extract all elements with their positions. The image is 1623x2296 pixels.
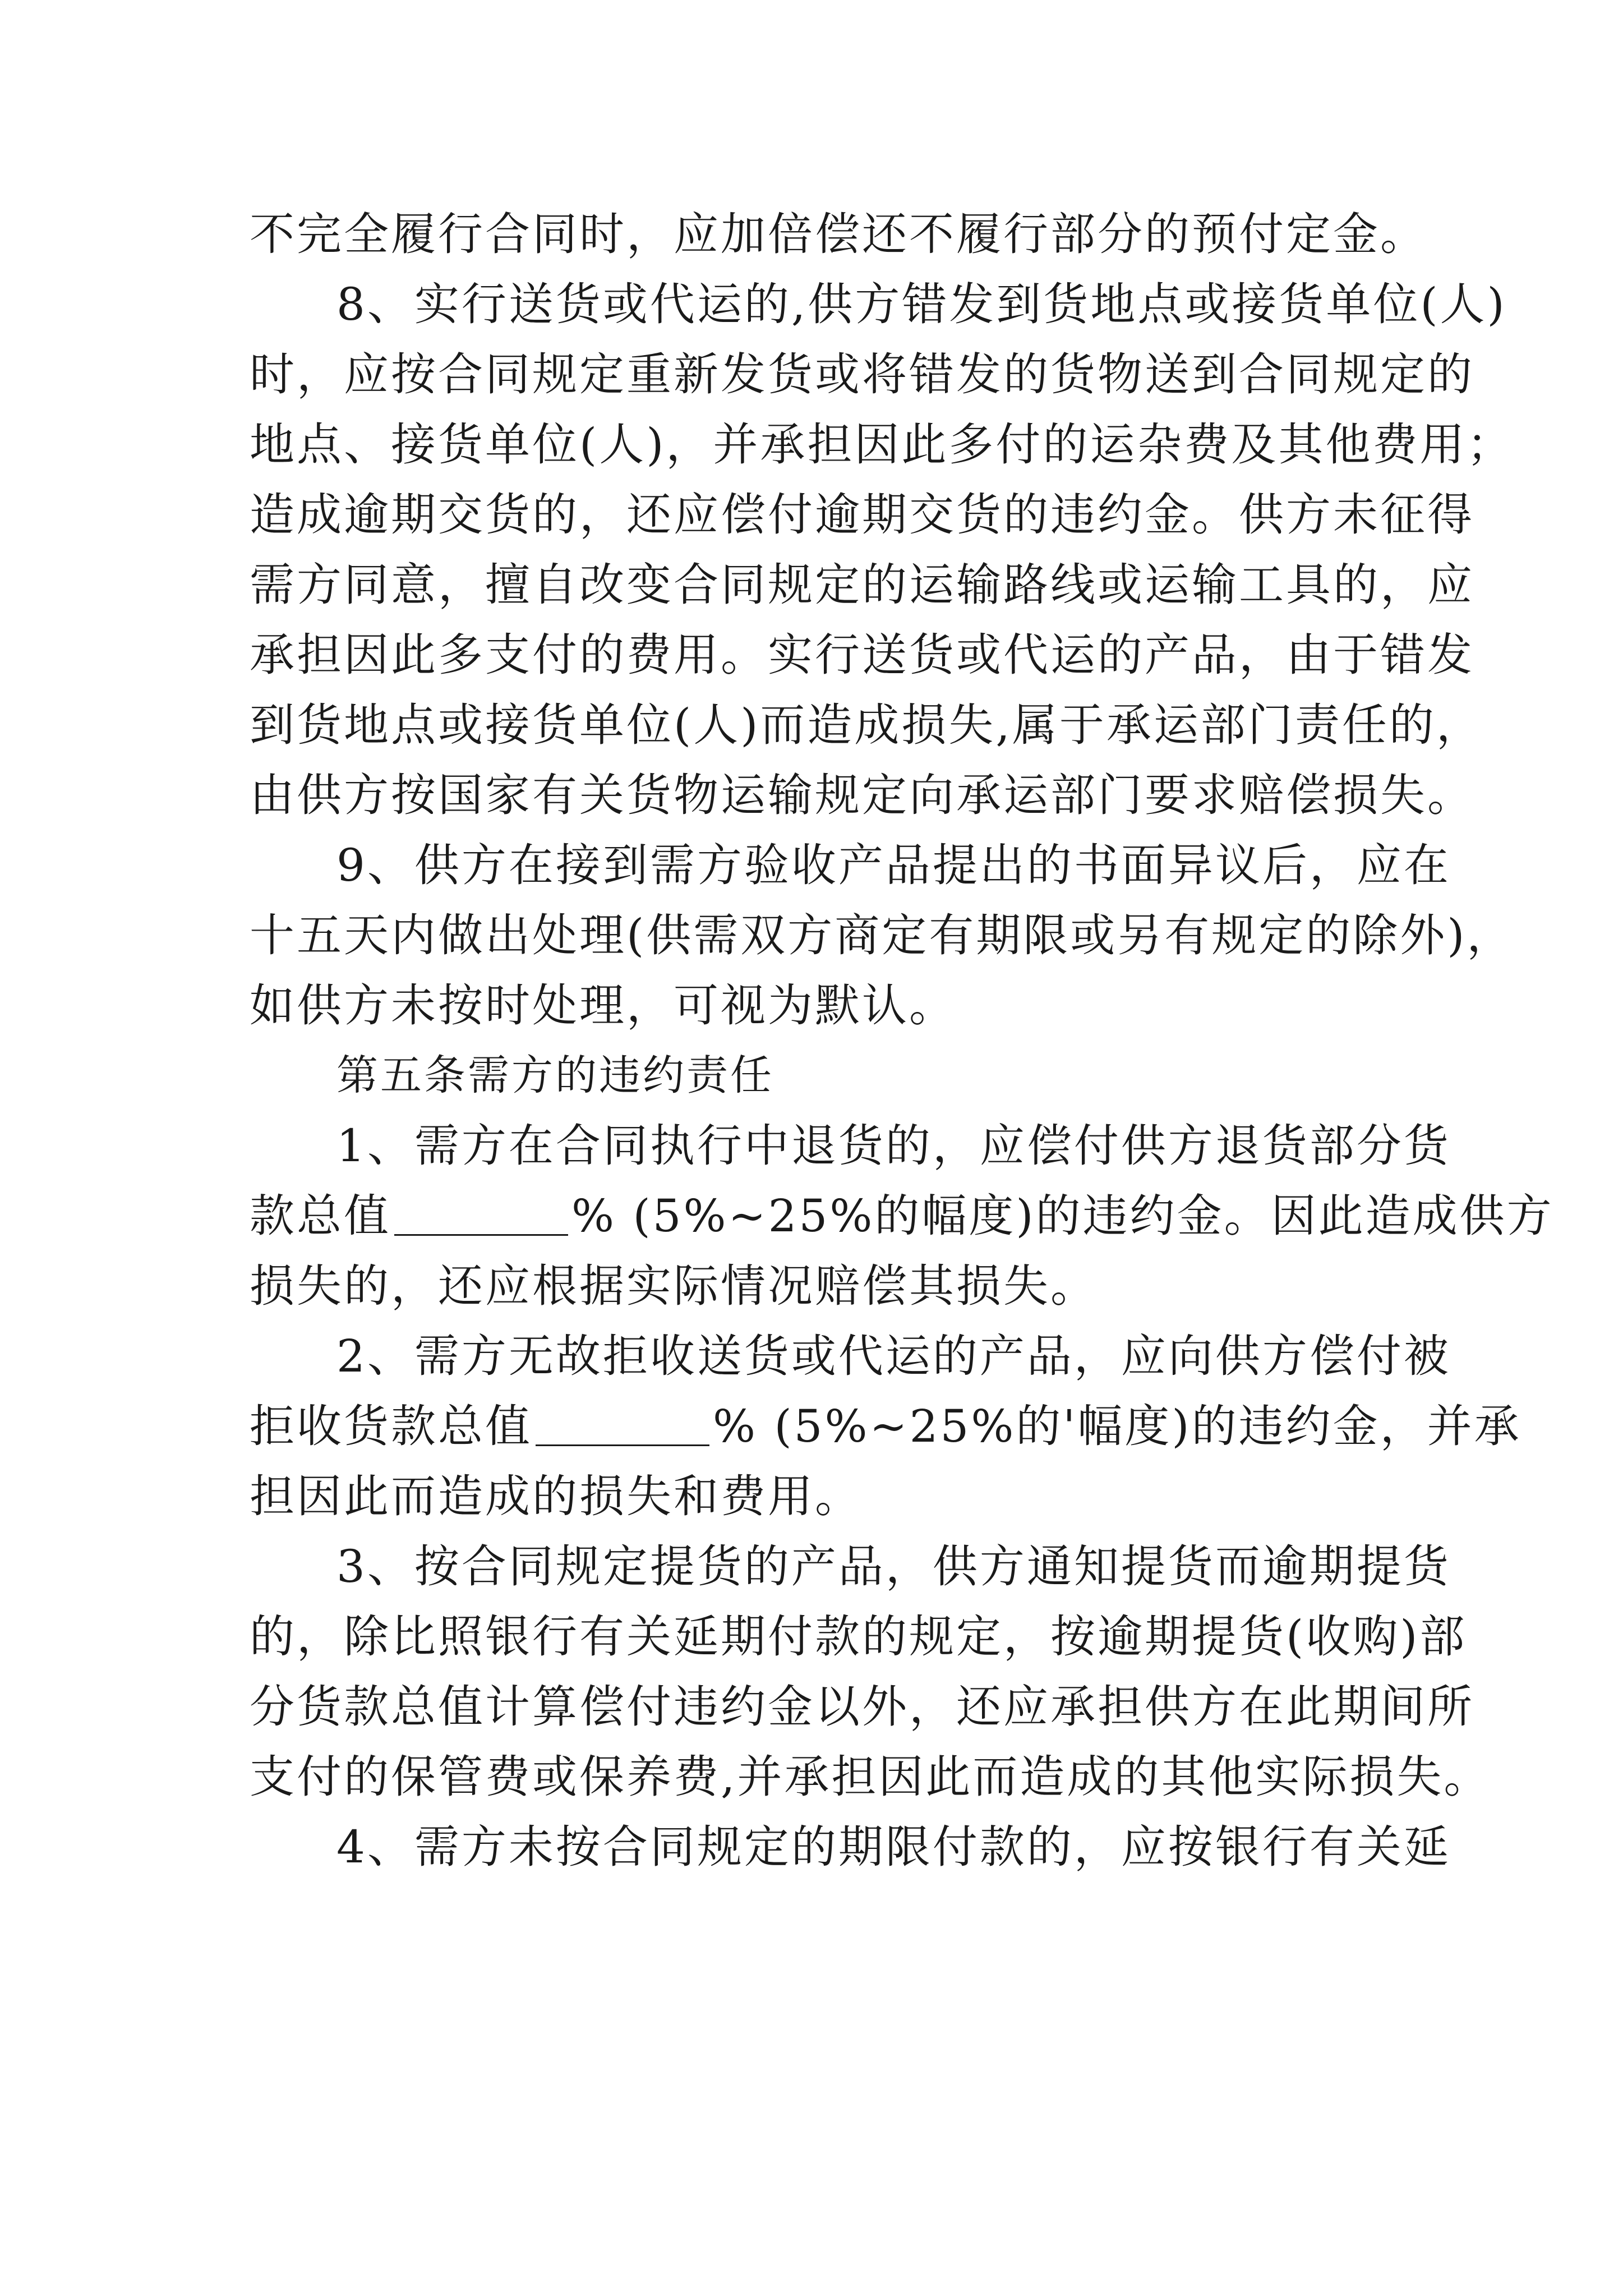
text-line: 承担因此多支付的费用。实行送货或代运的产品，由于错发 (250, 629, 1474, 681)
text-line: 到货地点或接货单位(人)而造成损失,属于承运部门责任的， (250, 699, 1483, 751)
text-line: 损失的，还应根据实际情况赔偿其损失。 (250, 1260, 1098, 1312)
text-line: 的，除比照银行有关延期付款的规定，按逾期提货(收购)部 (250, 1611, 1467, 1663)
text-line: 不完全履行合同时，应加倍偿还不履行部分的预付定金。 (250, 208, 1427, 260)
text-line: 造成逾期交货的，还应偿付逾期交货的违约金。供方未征得 (250, 489, 1474, 541)
clause-8-start: 8、实行送货或代运的,供方错发到货地点或接货单位(人) (336, 278, 1507, 330)
text-line: 由供方按国家有关货物运输规定向承运部门要求赔偿损失。 (250, 769, 1474, 821)
text-segment: % (5%~25%的'幅度)的违约金，并承 (713, 1400, 1521, 1452)
fill-in-blank-2[interactable] (536, 1400, 709, 1446)
document-body (250, 199, 1554, 1882)
clause-1-start: 1、需方在合同执行中退货的，应偿付供方退货部分货 (336, 1120, 1451, 1172)
text-line-with-blank (250, 1391, 1521, 1461)
text-line: 需方同意，擅自改变合同规定的运输路线或运输工具的，应 (250, 559, 1474, 611)
clause-9-start: 9、供方在接到需方验收产品提出的书面异议后，应在 (336, 839, 1451, 891)
text-segment: % (5%~25%的幅度)的违约金。因此造成供方 (571, 1190, 1554, 1242)
text-line: 分货款总值计算偿付违约金以外，还应承担供方在此期间所 (250, 1681, 1474, 1733)
text-line: 支付的保管费或保养费,并承担因此而造成的其他实际损失。 (250, 1751, 1491, 1803)
text-line: 担因此而造成的损失和费用。 (250, 1470, 862, 1522)
fill-in-blank-1[interactable] (394, 1189, 568, 1236)
clause-2-start: 2、需方无故拒收送货或代运的产品，应向供方偿付被 (336, 1330, 1451, 1382)
clause-4-start: 4、需方未按合同规定的期限付款的，应按银行有关延 (336, 1821, 1451, 1873)
text-segment: 拒收货款总值 (250, 1400, 532, 1452)
article-5-heading: 第五条需方的违约责任 (336, 1051, 774, 1099)
text-line: 时，应按合同规定重新发货或将错发的货物送到合同规定的 (250, 348, 1474, 401)
text-line: 如供方未按时处理，可视为默认。 (250, 979, 956, 1032)
clause-3-start: 3、按合同规定提货的产品，供方通知提货而逾期提货 (336, 1540, 1451, 1593)
text-line-with-blank (250, 1181, 1554, 1251)
text-line: 十五天内做出处理(供需双方商定有期限或另有规定的除外)， (250, 909, 1514, 961)
text-line: 地点、接货单位(人)，并承担因此多付的运杂费及其他费用； (250, 418, 1514, 471)
text-segment: 款总值 (250, 1190, 391, 1242)
